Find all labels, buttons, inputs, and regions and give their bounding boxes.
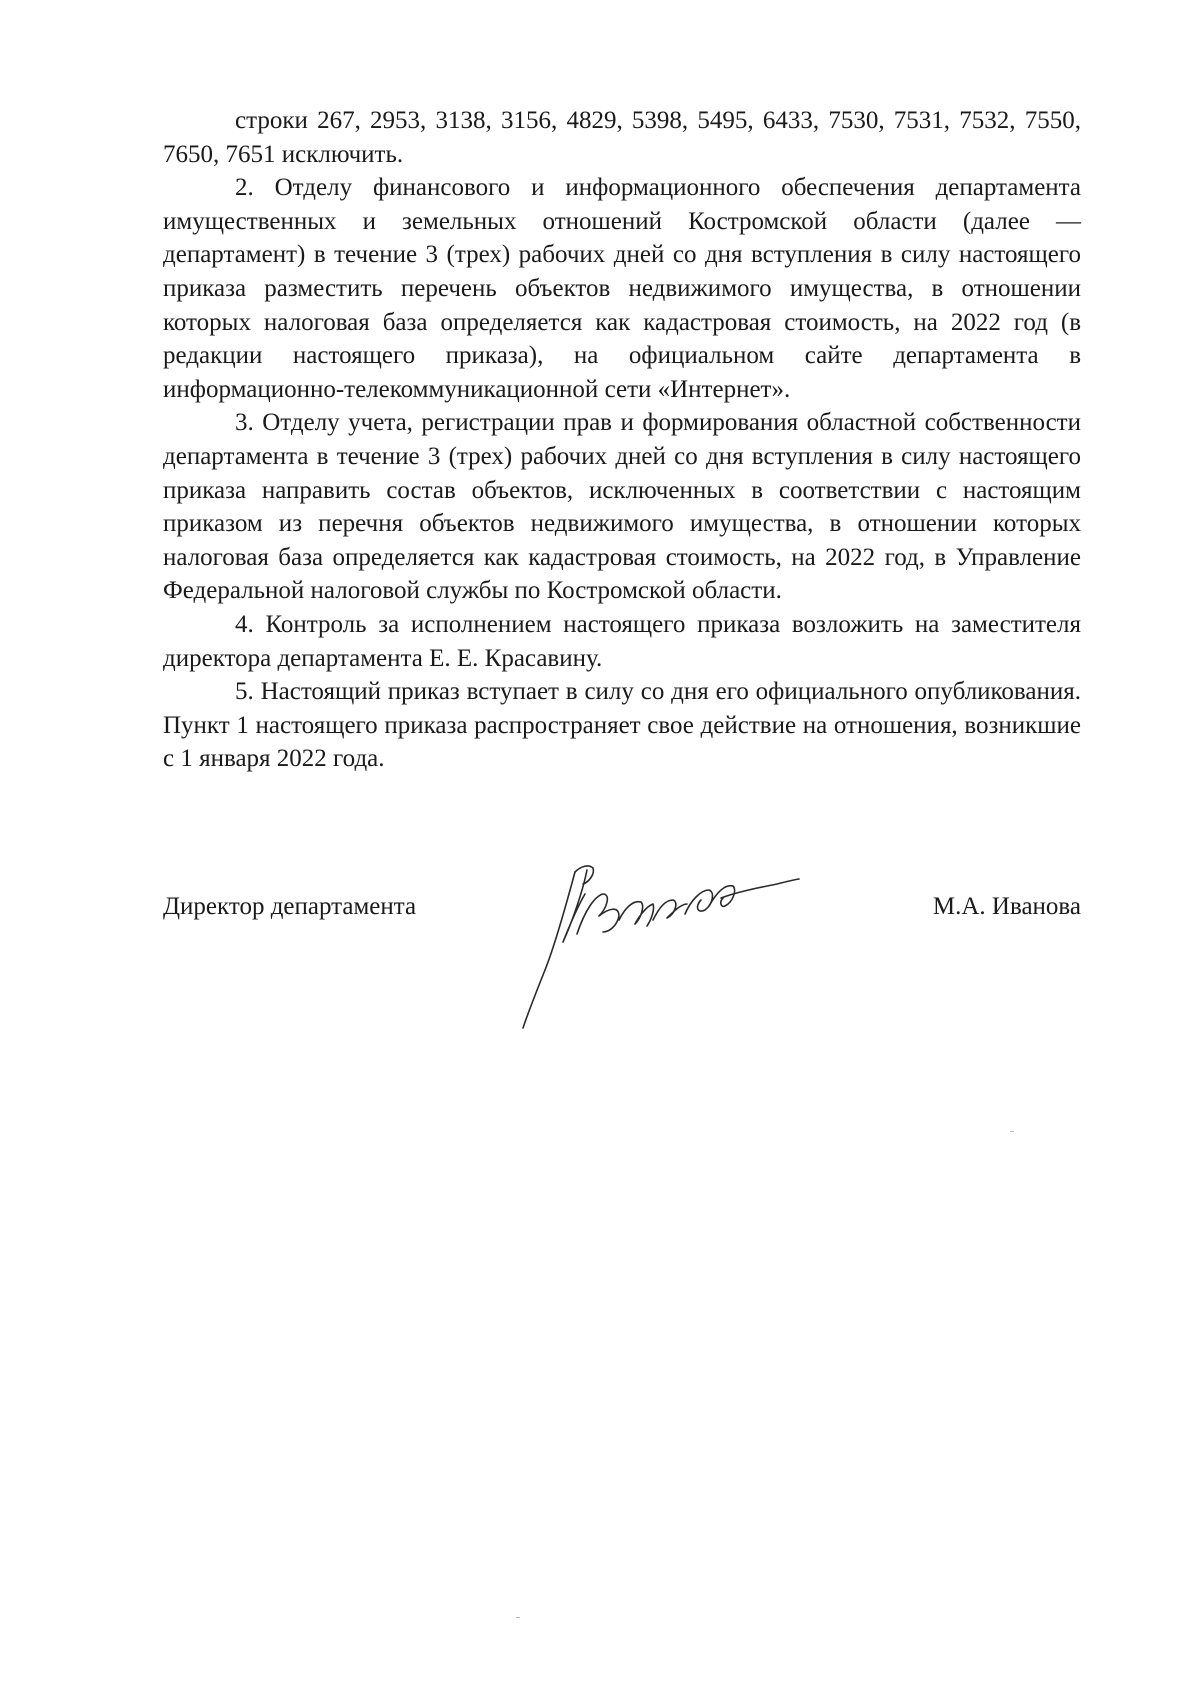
paragraph-item-4: 4. Контроль за исполнением настоящего приказа возложить на заместителя директора департамента Е. Е. Красавину. (163, 610, 1081, 672)
paragraph-exclusion: строки 267, 2953, 3138, 3156, 4829, 5398, 5495, 6433, 7530, 7531, 7532, 7550, 7650, 7651 исключить. (163, 107, 1081, 168)
handwritten-signature-icon (515, 860, 805, 1035)
scan-speck (1010, 1131, 1014, 1132)
paragraph-item-3: 3. Отделу учета, регистрации прав и формирования областной собственности департамента в течение 3 (трех) рабочих дней со дня вступления в силу настоящего приказа направить состав объектов, исключенных в соответствии с настоящим приказом из перечня объектов недвижимого имущества, в отношении которых налоговая база определяется как кадастровая стоимость, на 2022 год, в Управление Федеральной налоговой службы по Костромской области. (163, 409, 1081, 605)
paragraph-item-2: 2. Отделу финансового и информационного обеспечения департамента имущественных и земельных отношений Костромской области (далее — департамент) в течение 3 (трех) рабочих дней со дня вступления в силу настоящего приказа разместить перечень объектов недвижимого имущества, в отношении которых налоговая база определяется как кадастровая стоимость, на 2022 год (в редакции настоящего приказа), на официальном сайте департамента в информационно-телекоммуникационной сети «Интернет». (163, 174, 1081, 403)
document-body (163, 104, 1081, 776)
scan-speck (516, 1617, 520, 1618)
signatory-name: М.А. Иванова (932, 893, 1081, 920)
paragraph-item-5: 5. Настоящий приказ вступает в силу со дня его официального опубликования. Пункт 1 настоящего приказа распространяет свое действие на отношения, возникшие с 1 января 2022 года. (163, 678, 1081, 773)
signatory-title: Директор департамента (163, 893, 417, 920)
